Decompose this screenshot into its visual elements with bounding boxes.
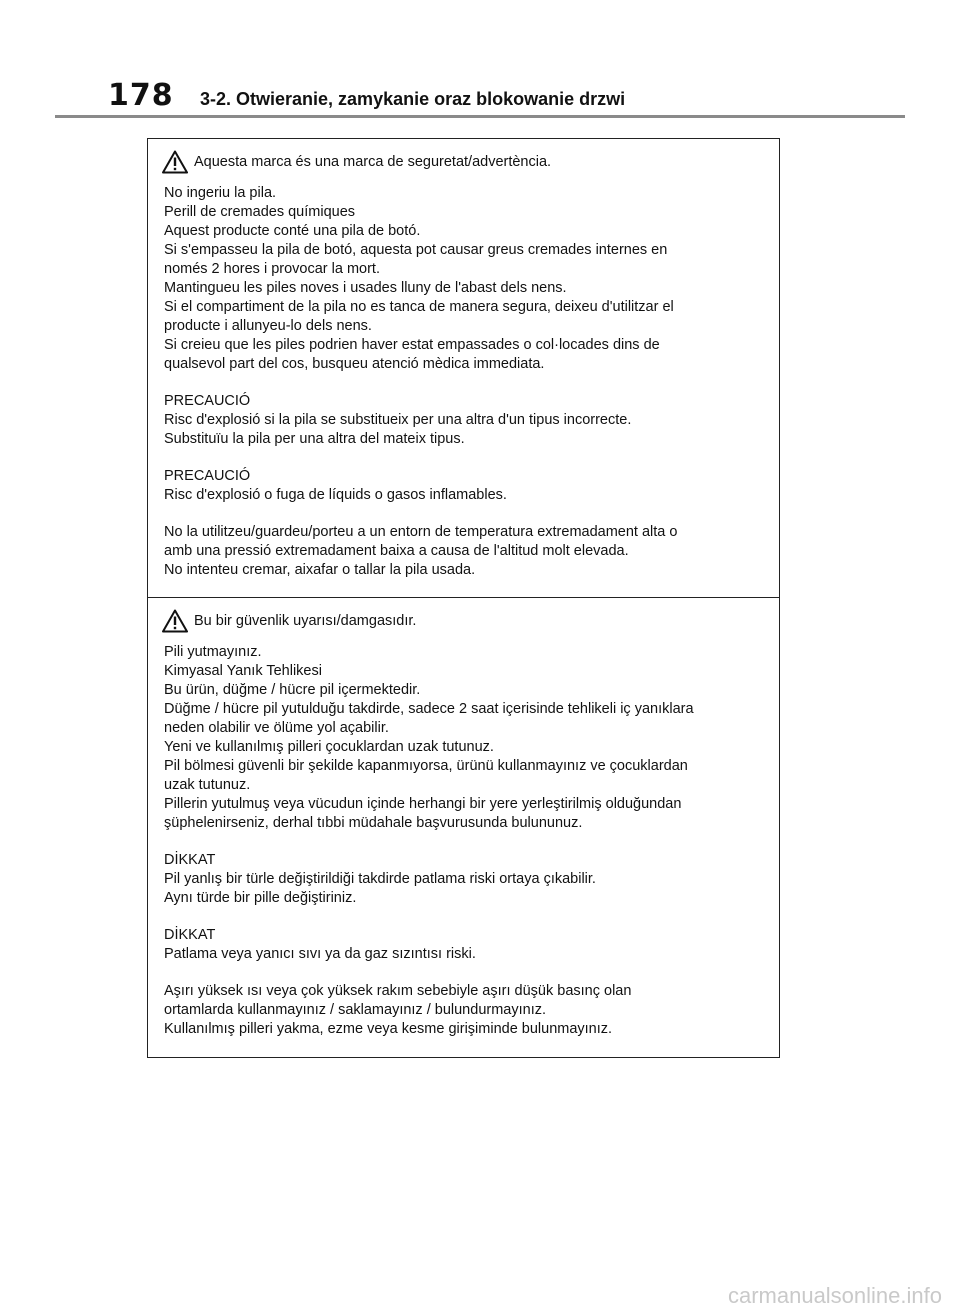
warning-triangle-icon: [162, 150, 188, 174]
warning-triangle-icon: [162, 609, 188, 633]
header-divider: [55, 115, 905, 118]
page-number: 178: [108, 78, 174, 113]
warning-heading-catalan: [162, 147, 779, 177]
warning-box-turkish: [147, 597, 780, 1058]
warning-paragraph: No ingeriu la pila. Perill de cremades químiques Aquest producte conté una pila de botó. Si s'empasseu la pila de botó, aquesta pot causar greus cremades internes en només 2 hores i provocar la mort. Mantingueu les piles noves i usades lluny de l'abast dels nens. Si el compartiment de la pila no es tanca de manera segura, deixeu d'utilitzar el producte i allunyeu-lo dels nens. Si creieu que les piles podrien haver estat empassades o col·locades dins de qualsevol part del cos, busqueu atenció mèdica immediata.: [164, 185, 674, 372]
warning-heading-text: Bu bir güvenlik uyarısı/damgasıdır.: [194, 613, 417, 629]
warning-paragraph: Pili yutmayınız. Kimyasal Yanık Tehlikesi Bu ürün, düğme / hücre pil içermektedir. Düğme / hücre pil yutulduğu takdirde, sadece 2 saat içerisinde tehlikeli iç yanıklara neden olabilir ve ölüme yol açabilir. Yeni ve kullanılmış pilleri çocuklardan uzak tutunuz. Pil bölmesi güvenli bir şekilde kapanmıyorsa, ürünü kullanmayınız ve çocuklardan uzak tutunuz. Pillerin yutulmuş veya vücudun içinde herhangi bir yere yerleştirilmiş olduğundan şüphelenirseniz, derhal tıbbi müdahale başvurusunda bulununuz.: [164, 644, 694, 831]
section-title: 3-2. Otwieranie, zamykanie oraz blokowanie drzwi: [200, 89, 626, 109]
warning-box-catalan: [147, 138, 780, 598]
warning-paragraph: Aşırı yüksek ısı veya çok yüksek rakım sebebiyle aşırı düşük basınç olan ortamlarda kullanmayınız / saklamayınız / bulundurmayınız. Kullanılmış pilleri yakma, ezme veya kesme girişiminde bulunmayınız.: [164, 983, 632, 1037]
warning-heading-text: Aquesta marca és una marca de seguretat/advertència.: [194, 154, 552, 170]
warning-heading-turkish: [162, 606, 779, 636]
page-header: [108, 78, 625, 114]
warning-paragraph: No la utilitzeu/guardeu/porteu a un entorn de temperatura extremadament alta o amb una pressió extremadament baixa a causa de l'altitud molt elevada. No intenteu cremar, aixafar o tallar la pila usada.: [164, 524, 678, 578]
warning-paragraph: PRECAUCIÓ Risc d'explosió o fuga de líquids o gasos inflamables.: [164, 468, 507, 503]
warning-paragraph: PRECAUCIÓ Risc d'explosió si la pila se substitueix per una altra d'un tipus incorrecte. Substituïu la pila per una altra del mateix tipus.: [164, 393, 632, 447]
warning-paragraph: DİKKAT Pil yanlış bir türle değiştirildiği takdirde patlama riski ortaya çıkabilir. Aynı türde bir pille değiştiriniz.: [164, 852, 596, 906]
watermark: carmanualsonline.info: [727, 1283, 942, 1308]
warning-paragraph: DİKKAT Patlama veya yanıcı sıvı ya da gaz sızıntısı riski.: [164, 927, 476, 962]
